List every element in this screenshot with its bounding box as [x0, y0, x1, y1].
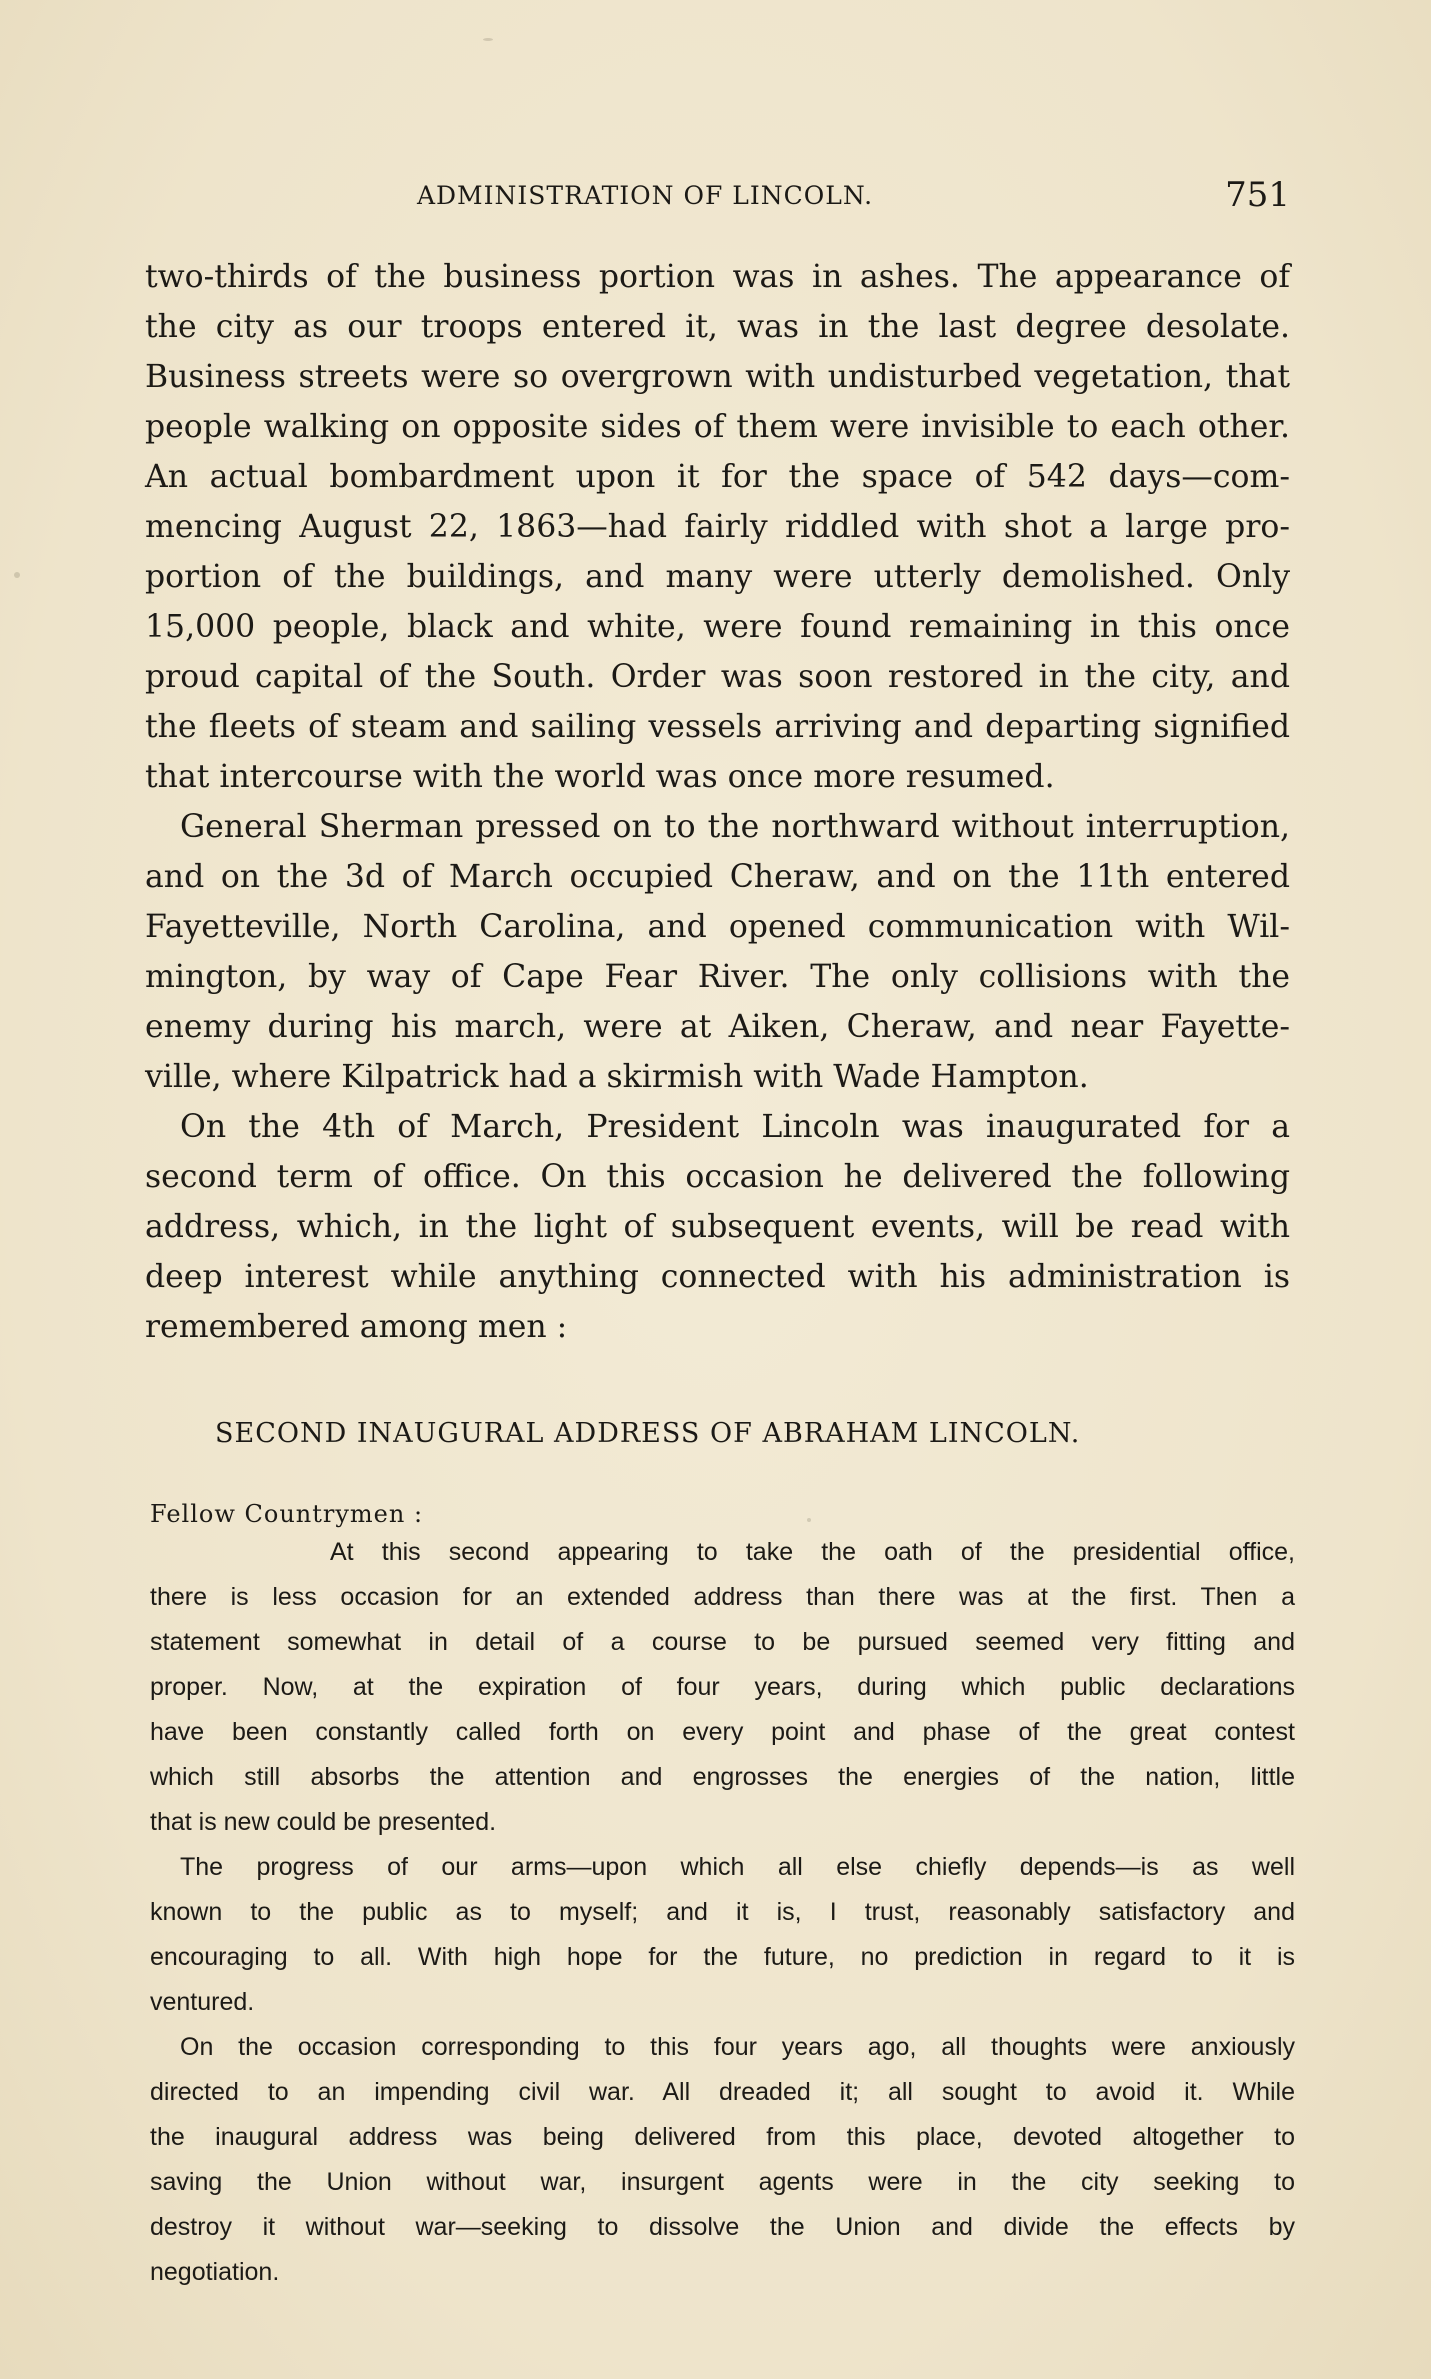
paper-speck: [807, 1518, 811, 1522]
address-paragraph: [150, 2025, 1295, 2295]
text-line: 15,000 people, black and white, were found remaining in this once: [145, 609, 1290, 645]
text-line: portion of the buildings, and many were utterly demolished. Only: [145, 559, 1290, 595]
text-line: people walking on opposite sides of them were invisible to each other.: [145, 409, 1290, 445]
text-line: and on the 3d of March occupied Cheraw, and on the 11th entered: [145, 859, 1290, 895]
text-line: have been constantly called forth on every point and phase of the great contest: [150, 1718, 1295, 1746]
text-line: General Sherman pressed on to the northward without interruption,: [180, 809, 1290, 845]
text-line: destroy it without war—seeking to dissolve the Union and divide the effects by: [150, 2213, 1295, 2241]
running-head: [145, 175, 1290, 215]
running-title: ADMINISTRATION OF LINCOLN.: [416, 181, 874, 210]
text-line: proper. Now, at the expiration of four years, during which public declarations: [150, 1673, 1295, 1701]
text-line: statement somewhat in detail of a course to be pursued seemed very fitting and: [150, 1628, 1295, 1656]
text-line: mencing August 22, 1863—had fairly riddled with shot a large pro-: [145, 509, 1290, 545]
salutation: Fellow Countrymen :: [150, 1500, 424, 1528]
address-heading: SECOND INAUGURAL ADDRESS OF ABRAHAM LINCOLN.: [215, 1418, 1081, 1449]
paragraph: [145, 802, 1290, 1102]
text-line: two-thirds of the business portion was in ashes. The appearance of: [145, 259, 1290, 295]
text-line: which still absorbs the attention and engrosses the energies of the nation, little: [150, 1763, 1295, 1791]
address-paragraph: [150, 1530, 1295, 1845]
text-line: ventured.: [150, 1988, 255, 2016]
text-line: At this second appearing to take the oath of the presidential office,: [330, 1538, 1295, 1566]
text-line: On the occasion corresponding to this four years ago, all thoughts were anxiously: [180, 2033, 1295, 2061]
text-line: Fayetteville, North Carolina, and opened communication with Wil-: [145, 909, 1290, 945]
text-line: remembered among men :: [145, 1309, 568, 1345]
narrative-text: [145, 252, 1290, 1352]
text-line: that is new could be presented.: [150, 1808, 497, 1836]
text-line: the city as our troops entered it, was in the last degree desolate.: [145, 309, 1290, 345]
text-line: mington, by way of Cape Fear River. The only collisions with the: [145, 959, 1290, 995]
text-line: there is less occasion for an extended address than there was at the first. Then a: [150, 1583, 1295, 1611]
text-line: deep interest while anything connected with his administration is: [145, 1259, 1290, 1295]
text-line: encouraging to all. With high hope for the future, no prediction in regard to it is: [150, 1943, 1295, 1971]
text-line: directed to an impending civil war. All dreaded it; all sought to avoid it. While: [150, 2078, 1295, 2106]
text-line: On the 4th of March, President Lincoln was inaugurated for a: [180, 1109, 1290, 1145]
text-line: second term of office. On this occasion he delivered the following: [145, 1159, 1290, 1195]
text-line: enemy during his march, were at Aiken, Cheraw, and near Fayette-: [145, 1009, 1290, 1045]
paper-speck: [483, 38, 493, 41]
text-line: the fleets of steam and sailing vessels arriving and departing signified: [145, 709, 1290, 745]
text-line: address, which, in the light of subsequent events, will be read with: [145, 1209, 1290, 1245]
text-line: the inaugural address was being delivered from this place, devoted altogether to: [150, 2123, 1295, 2151]
paragraph: [145, 252, 1290, 802]
text-line: known to the public as to myself; and it is, I trust, reasonably satisfactory and: [150, 1898, 1295, 1926]
address-text: [150, 1530, 1295, 2295]
address-paragraph: [150, 1845, 1295, 2025]
paper-speck: [14, 572, 20, 578]
text-line: negotiation.: [150, 2258, 280, 2286]
paragraph: [145, 1102, 1290, 1352]
text-line: The progress of our arms—upon which all else chiefly depends—is as well: [180, 1853, 1295, 1881]
text-line: saving the Union without war, insurgent agents were in the city seeking to: [150, 2168, 1295, 2196]
text-line: Business streets were so overgrown with undisturbed vegetation, that: [145, 359, 1290, 395]
text-line: proud capital of the South. Order was soon restored in the city, and: [145, 659, 1290, 695]
text-line: An actual bombardment upon it for the space of 542 days—com-: [145, 459, 1290, 495]
text-line: that intercourse with the world was once more resumed.: [145, 759, 1055, 795]
page-number: 751: [1225, 175, 1290, 215]
text-line: ville, where Kilpatrick had a skirmish with Wade Hampton.: [145, 1059, 1089, 1095]
